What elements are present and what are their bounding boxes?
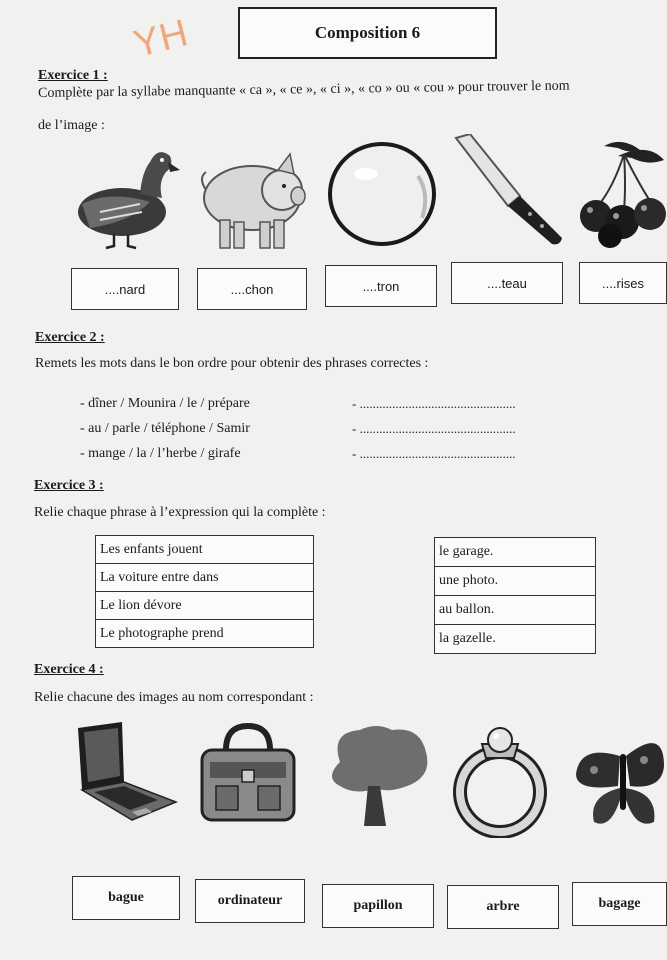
watermark: YH	[129, 12, 193, 67]
exercise-2-instruction: Remets les mots dans le bon ordre pour obtenir des phrases correctes :	[35, 356, 429, 371]
sentence-end-2[interactable]: une photo.	[435, 567, 596, 596]
sentence-start-2[interactable]: La voiture entre dans	[96, 564, 314, 592]
cherries-icon	[578, 136, 667, 248]
reorder-item-3: - mange / la / l’herbe / girafe	[80, 446, 241, 461]
answer-line-1[interactable]: - ................................................	[352, 396, 516, 411]
reorder-item-1: - dîner / Mounira / le / prépare	[80, 396, 250, 411]
exercise-1-instruction-2: de l’image :	[38, 118, 105, 133]
name-box-5[interactable]: bagage	[572, 882, 667, 926]
laptop-icon[interactable]	[72, 718, 180, 826]
duck-icon	[70, 142, 180, 250]
sentence-end-1[interactable]: le garage.	[435, 538, 596, 567]
pig-icon	[198, 140, 310, 252]
word-box-4: ....teau	[451, 262, 563, 304]
word-box-2: ....chon	[197, 268, 307, 310]
word-box-3: ....tron	[325, 265, 437, 307]
sentence-table	[95, 535, 314, 648]
exercise-4-heading: Exercice 4 :	[34, 662, 104, 677]
ring-icon[interactable]	[444, 722, 556, 838]
exercise-4-instruction: Relie chacune des images au nom correspondant :	[34, 690, 314, 705]
ending-table	[434, 537, 596, 654]
reorder-item-2: - au / parle / téléphone / Samir	[80, 421, 250, 436]
lemon-icon	[326, 138, 438, 250]
exercise-3-heading: Exercice 3 :	[34, 478, 104, 493]
answer-line-3[interactable]: - ................................................	[352, 446, 516, 461]
name-box-4[interactable]: arbre	[447, 885, 559, 929]
tree-icon[interactable]	[320, 722, 434, 834]
word-box-1: ....nard	[71, 268, 179, 310]
name-box-2[interactable]: ordinateur	[195, 879, 305, 923]
exercise-1-heading: Exercice 1 :	[38, 68, 108, 83]
butterfly-icon[interactable]	[574, 726, 667, 834]
sentence-end-4[interactable]: la gazelle.	[435, 625, 596, 654]
name-box-3[interactable]: papillon	[322, 884, 434, 928]
exercise-3-instruction: Relie chaque phrase à l’expression qui la complète :	[34, 505, 326, 520]
sentence-start-4[interactable]: Le photographe prend	[96, 620, 314, 648]
sentence-start-3[interactable]: Le lion dévore	[96, 592, 314, 620]
word-box-5: ....rises	[579, 262, 667, 304]
bag-icon[interactable]	[196, 720, 300, 828]
exercise-1-instruction: Complète par la syllabe manquante « ca », « ce », « ci », « co » ou « cou » pour trouver le nom	[38, 78, 570, 101]
exercise-2-heading: Exercice 2 :	[35, 330, 105, 345]
sentence-end-3[interactable]: au ballon.	[435, 596, 596, 625]
knife-icon	[450, 134, 568, 246]
name-box-1[interactable]: bague	[72, 876, 180, 920]
answer-line-2[interactable]: - ................................................	[352, 421, 516, 436]
sentence-start-1[interactable]: Les enfants jouent	[96, 536, 314, 564]
page-title: Composition 6	[238, 7, 497, 59]
